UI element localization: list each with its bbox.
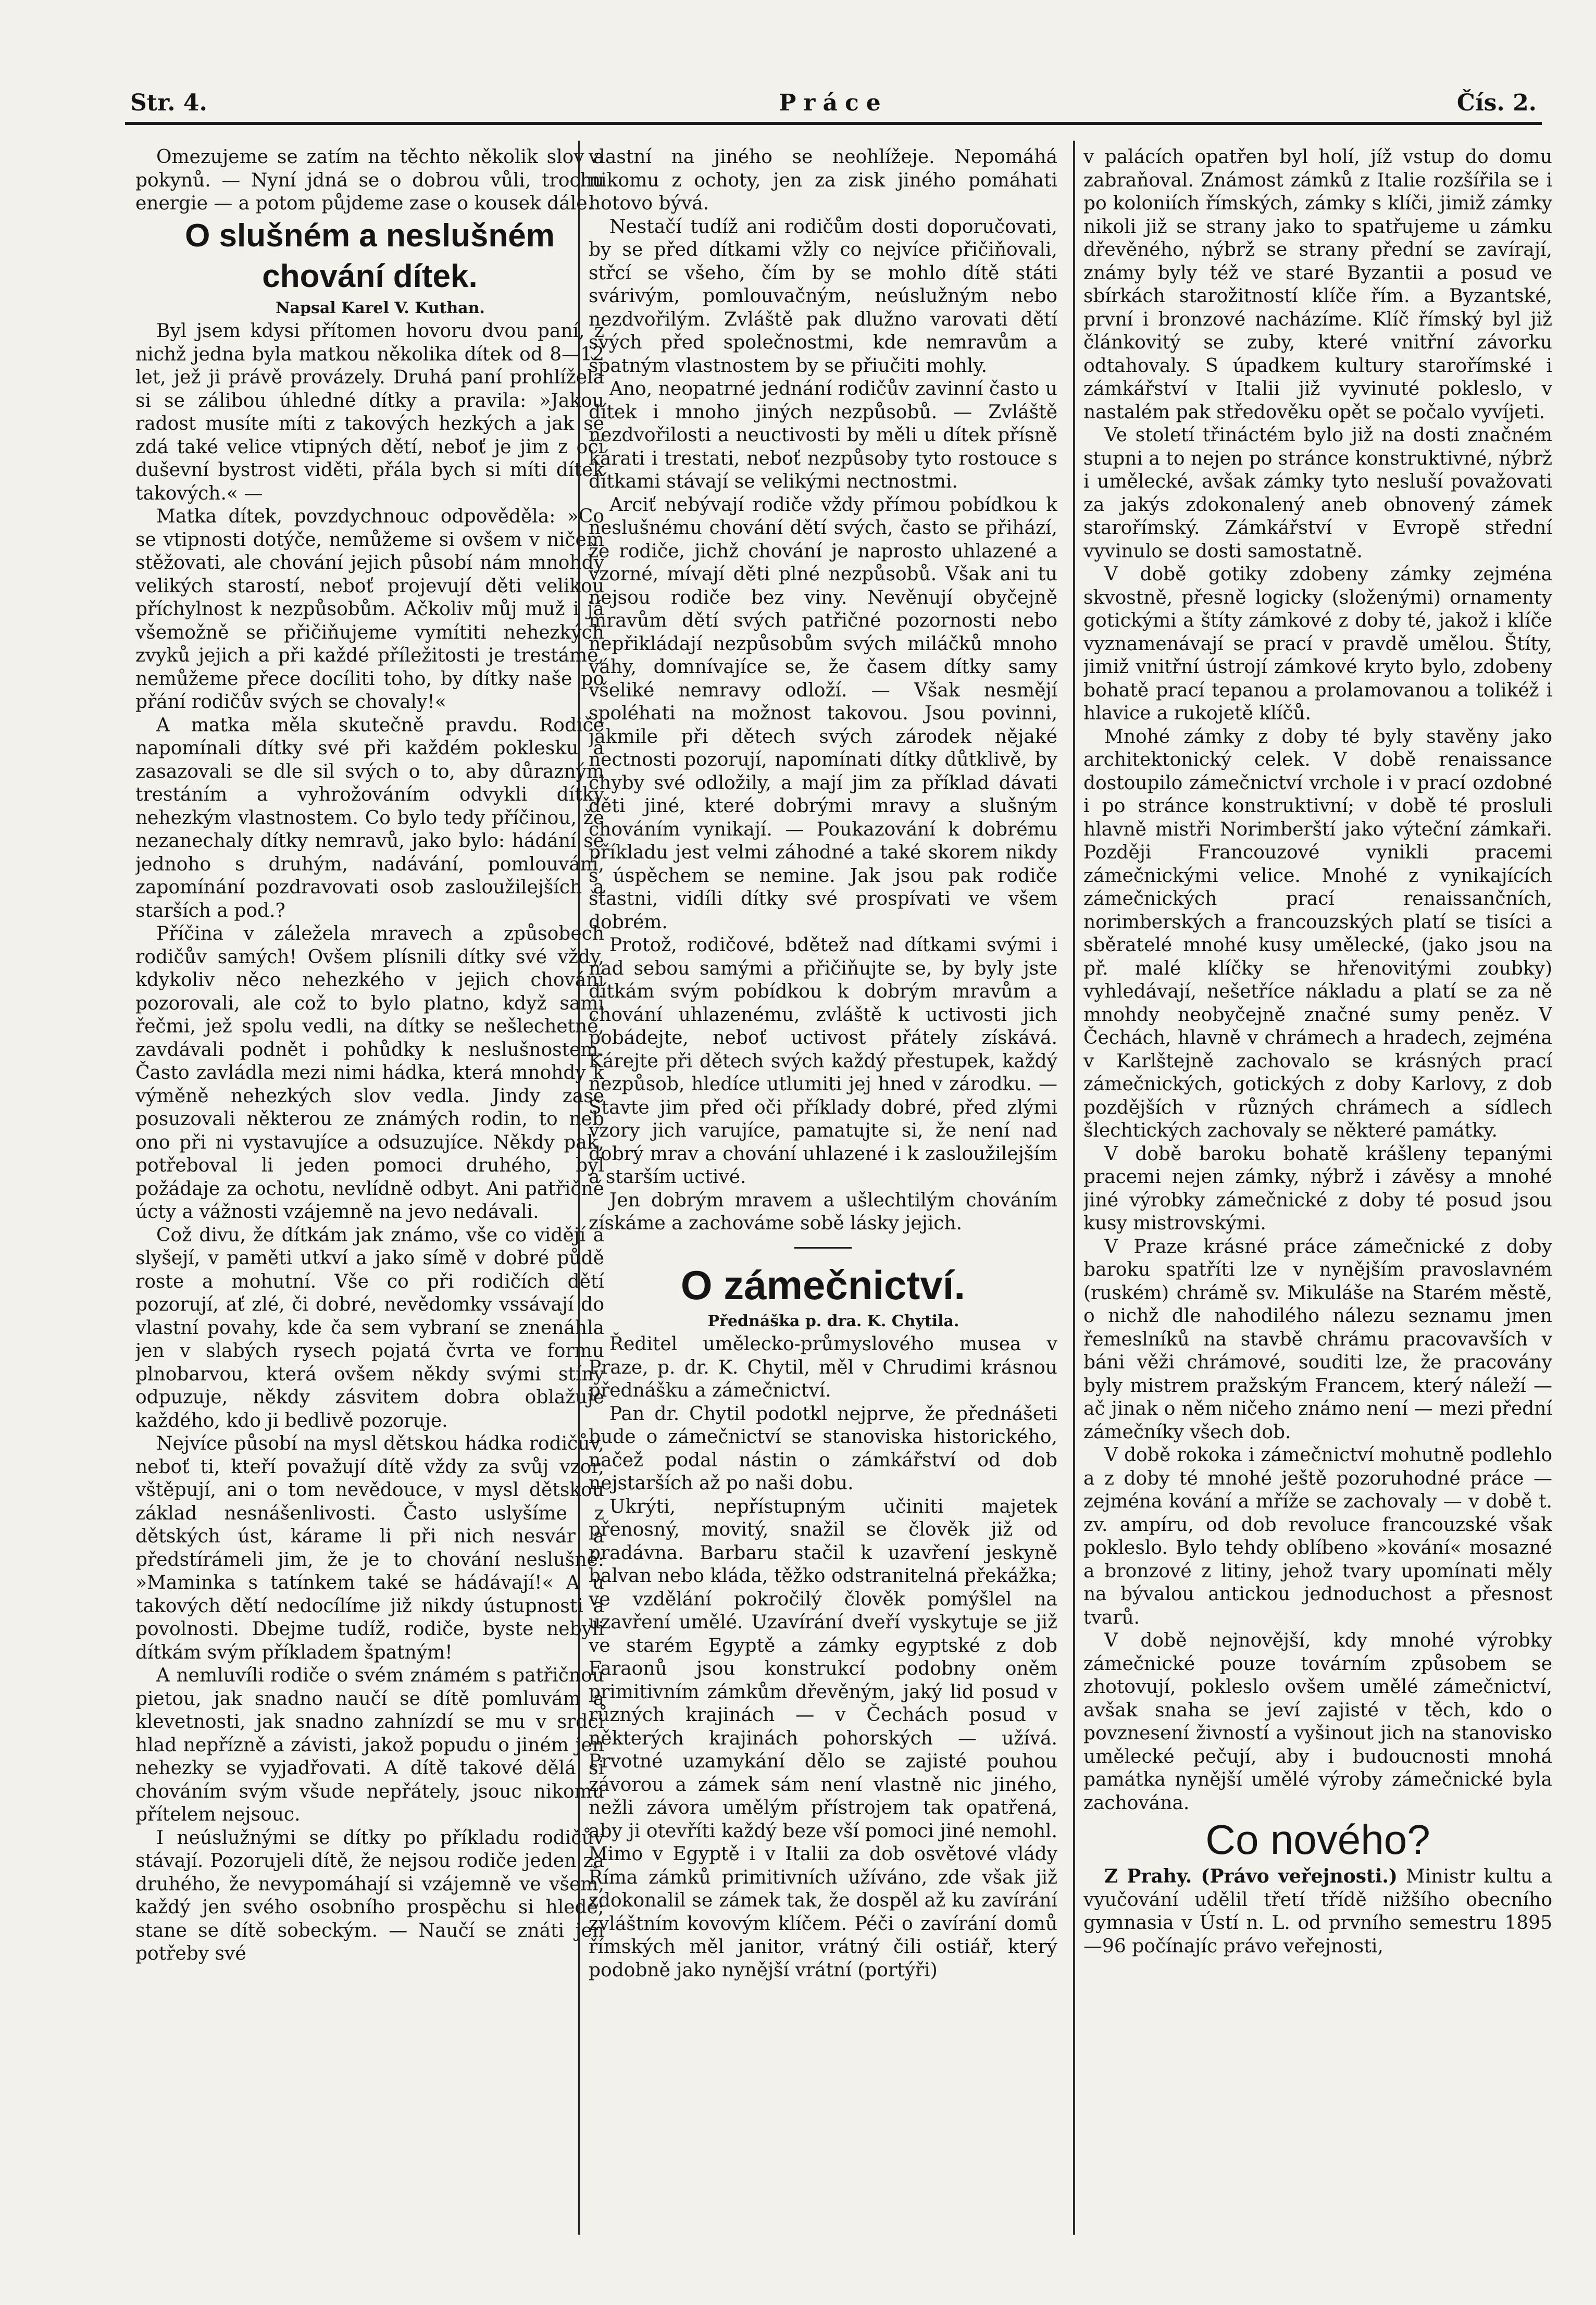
paragraph: v palácích opatřen byl holí, jíž vstup do domu zabraňoval. Známost zámků z Italie rozšířila se i po koloniích římských, zámky s klíči, jimiž zámky nikoli již se strany jako to spatřujeme u zámku dřevěného, nýbrž se strany přední se zavírají, známy byly též ve staré Byzantii a posud ve sbírkách starožitností klíče řím. a Byzantské, první i bronzové nacházíme. Klíč římský byl již článkovitý se zuby, které vnitřní závorku odtahovaly. S úpadkem kultury starořímské i zámkářství v Italii již vyvinuté pokleslo, v nastalém pak středověku opět se počalo vyvíjeti. bbox=[1083, 146, 1552, 423]
paragraph: V Praze krásné práce zámečnické z doby baroku spatříti lze v nynějším pravoslavném (ruském) chrámě sv. Mikuláše na Starém městě, o nichž dle nahodilého nálezu seznamu jmen řemeslníků na stavbě chrámu pracovavších v báni věži chrámové, souditi lze, že pracovány byly mistrem pražským Francem, který náleží — ač jinak o něm ničeho známo není — mezi přední zámečníky všech dob. bbox=[1083, 1236, 1552, 1443]
paragraph: Což divu, že dítkám jak známo, vše co vidějí a slyšejí, v paměti utkví a jako símě v dobré půdě roste a mohutní. Vše co při rodičích dětí pozorují, ať zlé, či dobré, nevědomky vssávají do vlastní povahy, kde ča sem vybraní se znenáhla jen v slabých rysech pojatá čvrta ve formu plnobarvou, která ovšem někdy svými stíny odpuzuje, někdy zásvitem dobra oblažuje každého, kdo ji bedlivě pozoruje. bbox=[135, 1224, 604, 1431]
paragraph: Ve století třináctém bylo již na dosti značném stupni a to nejen po stránce konstruktivné, nýbrž i umělecké, avšak zámky tyto nesluší považovati za jakýs zdokonalený aneb obnovený zámek starořímský. Zámkářství v Evropě střední vyvinulo se dosti samostatně. bbox=[1083, 425, 1552, 562]
paragraph: vlastní na jiného se neohlížeje. Nepomáhá nikomu z ochoty, jen za zisk jiného pomáhati hotovo bývá. bbox=[589, 146, 1057, 214]
section-divider bbox=[794, 1247, 852, 1249]
column-divider-2 bbox=[1073, 141, 1075, 2235]
column-1 bbox=[135, 146, 604, 2209]
paragraph: V době gotiky zdobeny zámky zejména skvostně, přesně logicky (složenými) ornamenty gotickými a štíty zámkové z doby té, jakož i klíče vyznamenávají se prací v pravdě umělou. Štíty, jimiž vnitřní ústrojí zámkové kryto bylo, zdobeny bohatě prací tepanou a prolamovanou a tolikéž i hlavice a rukojetě klíčů. bbox=[1083, 564, 1552, 724]
paragraph: V době nejnovější, kdy mnohé výrobky zámečnické pouze továrním způsobem se zhotovují, pokleslo ovšem umělé zámečnictví, avšak snaha se jeví zajisté v těch, kdo o povznesení živností a vyšinout jich na stanovisko umělecké pečují, aby i budoucnosti mnohá památka nynější umělé výroby zámečnické byla zachována. bbox=[1083, 1630, 1552, 1814]
newspaper-title: Práce bbox=[779, 90, 888, 116]
paragraph: Protož, rodičové, bdětež nad dítkami svými i nad sebou samými a přičiňujte se, by byly jste dítkám svým pobídkou k dobrým mravům a chování uhlazenému, zvláště k uctivosti jich pobádejte, neboť uctivost přátely získává. Kárejte při dětech svých každý přestupek, každý nezpůsob, hledíce utlumiti jej hned v zárodku. — Stavte jim před oči příklady dobré, před zlými vzory jich varujíce, pamatujte si, že není nad dobrý mrav a chování uhlazené i k zasloužilejším a starším uctivé. bbox=[589, 935, 1057, 1188]
article-byline: Přednáška p. dra. K. Chytila. bbox=[707, 1312, 959, 1330]
issue-number: Čís. 2. bbox=[1456, 90, 1537, 116]
article-byline: Napsal Karel V. Kuthan. bbox=[276, 298, 485, 317]
paragraph: Pan dr. Chytil podotkl nejprve, že přednášeti bude o zámečnictví se stanoviska historického, načež podal nástin o zámkářství od dob nejstarších až po naši dobu. bbox=[589, 1403, 1057, 1494]
paragraph: Ukrýti, nepřístupným učiniti majetek přenosný, movitý, snažil se člověk již od pradávna. Barbaru stačil k uzavření jeskyně balvan nebo kláda, těžko odstranitelná překážka; ve vzdělání pokročilý člověk pomýšlel na uzavření umělé. Uzavírání dveří vyskytuje se již ve starém Egyptě a zámky egyptské z dob Faraonů jsou konstrukcí podobny oněm primitivním zámkům dřevěným, jaký lid posud v různých krajinách — v Čechách posud v některých krajinách pohorských — užívá. Prvotné uzamykání dělo se zajisté pouhou závorou a zámek sám není vlastně nic jiného, nežli závora umělým přístrojem tak opatřená, aby ji otevříti každý beze vší pomoci jiné nemohl. Mimo v Egyptě i v Italii za dob osvětové vlády Říma zámků primitivních užíváno, zde však již zdokonalil se zámek tak, že dospěl až ku zavírání zvláštním kovovým klíčem. Péči o zavírání domů římských měl janitor, vrátný čili ostiář, který podobně jako nynější vrátní (portýři) bbox=[589, 1496, 1057, 1981]
news-lead: Z Prahy. (Právo veřejnosti.) bbox=[1104, 1865, 1398, 1887]
paragraph: V době baroku bohatě krášleny tepanými pracemi nejen zámky, nýbrž i závěsy a mnohé jiné výrobky zámečnické z doby té posud jsou kusy mistrovskými. bbox=[1083, 1143, 1552, 1234]
paragraph: Nejvíce působí na mysl dětskou hádka rodičův, neboť ti, kteří považují dítě vždy za svůj vzor, vštěpují, ani o tom nevědouce, v mysl dětskou základ nesnášenlivosti. Často uslyšíme z dětských úst, kárame li při nich nesvár a předstírámeli jim, že je to chování neslušné: »Maminka s tatínkem také se hádávají!« A u takových dětí nedocílíme již nikdy ústupnosti a povolnosti. Dbejme tudíž, rodiče, byste nebyli dítkám svým příkladem špatným! bbox=[135, 1433, 604, 1663]
paragraph: I neúslužnými se dítky po příkladu rodičův stávají. Pozorujeli dítě, že nejsou rodiče jeden za druhého, že nevypomáhají si vzájemně ve všem, každý jen svého osobního prospěchu si hledě; stane se dítě sobeckým. — Naučí se znáti jen potřeby své bbox=[135, 1827, 604, 1964]
news-paragraph bbox=[1083, 1865, 1552, 1958]
paragraph: Příčina v záležela mravech a způsobech rodičův samých! Ovšem plísnili dítky své vždy, kdykoliv něco nehezkého v jejich chování pozorovali, ale což to bylo platno, když sami řečmi, jež spolu vedli, na dítky se nešlechetně, zavdávali podnět i pohůdky k neslušnostem. Často zavládla mezi nimi hádka, která mnohdy k výměně nehezkých slov vedla. Jindy zase posuzovali některou ze známých rodin, to neb ono při ni vystavujíce a odsuzujíce. Někdy pak, potřeboval li jeden pomoci druhého, byl požádaje za ochotu, nevlídně odbyt. Ani patřičné úcty a vážnosti vzájemně na jevo nedávali. bbox=[135, 923, 604, 1223]
page-header bbox=[130, 90, 1537, 126]
column-3 bbox=[1083, 146, 1552, 2209]
news-text: Ministr kultu a vyučování udělil třetí třídě nižšího obecního gymnasia v Ústí n. L. od prvního semestru 1895—96 počínajíc právo veřejnosti, bbox=[1083, 1866, 1552, 1957]
paragraph: V době rokoka i zámečnictví mohutně podlehlo a z doby té mnohé ještě pozoruhodné práce — zejména kování a mříže se zachovaly — v době t. zv. ampíru, od dob revoluce francouzské však pokleslo. Bylo tehdy oblíbeno »kování« mosazné a bronzové z litiny, jehož tvary upomínati měly na bývalou antickou jednoduchost a přesnost tvarů. bbox=[1083, 1444, 1552, 1628]
paragraph: Nestačí tudíž ani rodičům dosti doporučovati, by se před dítkami vžly co nejvíce přičiňovali, střcí se všeho, čím by se mohlo dítě státi svárivým, pomlouvačným, neúslužným nebo nezdvořilým. Zvláště pak dlužno varovati dětí svých před společnostmi, kde nemravům a špatným vlastnostem by se přiučiti mohly. bbox=[589, 216, 1057, 377]
paragraph: Ano, neopatrné jednání rodičův zavinní často u dítek i mnoho jiných nezpůsobů. — Zvláště nezdvořilosti a neuctivosti by měli u dítek přísně kárati i trestati, neboť nezpůsoby tyto rostouce s dítkami stávají se velikými nectnostmi. bbox=[589, 378, 1057, 492]
paragraph: A matka měla skutečně pravdu. Rodiče napomínali dítky své při každém poklesku a zasazovali se dle sil svých o to, aby důrazným trestáním a vyhrožováním odvykli dítky nehezkým vlastnostem. Co bylo tedy příčinou, že nezanechaly dítky nemravů, jako bylo: hádání se jednoho s druhým, nadávání, pomlouvání, zapomínání pozdravovati osob zasloužilejších a starších a pod.? bbox=[135, 714, 604, 921]
paragraph: Jen dobrým mravem a ušlechtilým chováním získáme a zachováme sobě lásky jejich. bbox=[589, 1189, 1057, 1234]
article-title-locksmithing: O zámečnictví. bbox=[680, 1262, 966, 1308]
column-2 bbox=[589, 146, 1057, 2209]
article-title-manners: O slušném a neslušném chování dítek. bbox=[185, 217, 555, 294]
paragraph: A nemluvíli rodiče o svém známém s patřičnou pietou, jak snadno naučí se dítě pomluvám a klevetnosti, jak snadno zahnízdí se mu v srdci hlad nepřízně a závisti, jakož popudu o jiném jen nehezky se vyjadřovati. A dítě takové dělá si chováním svým všude nepřátely, jsouc nikomu přítelem nejsouc. bbox=[135, 1665, 604, 1825]
page-number: Str. 4. bbox=[130, 90, 207, 116]
intro-paragraph: Omezujeme se zatím na těchto několik slov a pokynů. — Nyní jdná se o dobrou vůli, trochu energie — a potom půjdeme zase o kousek dále. bbox=[135, 146, 604, 214]
header-rule bbox=[125, 122, 1542, 125]
paragraph: Arciť nebývají rodiče vždy přímou pobídkou k neslušnému chování dětí svých, často se přihází, že rodiče, jichž chování je naprosto uhlazené a vzorné, mívají děti plné nezpůsobů. Však ani tu nejsou rodiče bez viny. Nevěnují obyčejně mravům dětí svých patřičné pozornosti nebo nepřikládají nezpůsobům svých miláčků mnoho váhy, domnívajíce se, že časem dítky samy všeliké nemravy odloží. — Však nesmějí spoléhati na možnost takovou. Jsou povinni, jakmile při dětech svých zárodek nějaké nectnosti pozorují, napomínati dítky důtklivě, by chyby své odložily, a mají jim za příklad dávati děti jiné, které dobrými mravy a slušným chováním vynikají. — Poukazování k dobrému příkladu jest velmi záhodné a také skorem nikdy s úspěchem se nemine. Jak jsou pak rodiče šťastni, vidíli dítky své prospívati ve všem dobrém. bbox=[589, 494, 1057, 933]
paragraph: Mnohé zámky z doby té byly stavěny jako architektonický celek. V době renaissance dostoupilo zámečnictví vrchole i v prací ozdobné i po stránce konstruktivní; v době té prosluli hlavně mistři Norimberští jako výteční zámkaři. Později Francouzové vynikli pracemi zámečnickými velice. Mnohé z vynikajících zámečnických prací renaissančních, norimberských a francouzských platí se tisíci a sběratelé mnohé kusy umělecké, (jako jsou na př. malé klíčky se hřenovitými zoubky) vyhledávají, nešetříce nákladu a platí se za ně mnohdy neobyčejně značné sumy peněz. V Čechách, hlavně v chrámech a hradech, zejména v Karlštejně zachovalo se krásných prací zámečnických, gotických z doby Karlovy, z dob pozdějších v různých chrámech a sídlech šlechtických zachovaly se některé památky. bbox=[1083, 726, 1552, 1141]
paragraph: Ředitel umělecko-průmyslového musea v Praze, p. dr. K. Chytil, měl v Chrudimi krásnou přednášku a zámečnictví. bbox=[589, 1334, 1057, 1401]
section-title-news: Co nového? bbox=[1205, 1816, 1430, 1863]
paragraph: Matka dítek, povzdychnouc odpověděla: »Co se vtipnosti dotýče, nemůžeme si ovšem v ničem stěžovati, ale chování jejich působí nám mnohdy velikých starostí, neboť projevují děti velikou příchylnost k nezpůsobům. Ačkoliv můj muž i já všemožně se přičiňujeme vymítiti nehezkých zvyků jejich a při každé příležitosti je trestáme, nemůžeme přece docíliti toho, by dítky naše po přání rodičův svých se chovaly!« bbox=[135, 506, 604, 713]
paragraph: Byl jsem kdysi přítomen hovoru dvou paní, z nichž jedna byla matkou několika dítek od 8—12 let, jež ji právě provázely. Druhá paní prohlížela si se zálibou úhledné dítky a pravila: »Jakou radost musíte míti z takových hezkých a jak se zdá také velice vtipných dětí, neboť je jim z očí duševní bystrost viděti, přála bych si míti dítek takových.« — bbox=[135, 320, 604, 504]
